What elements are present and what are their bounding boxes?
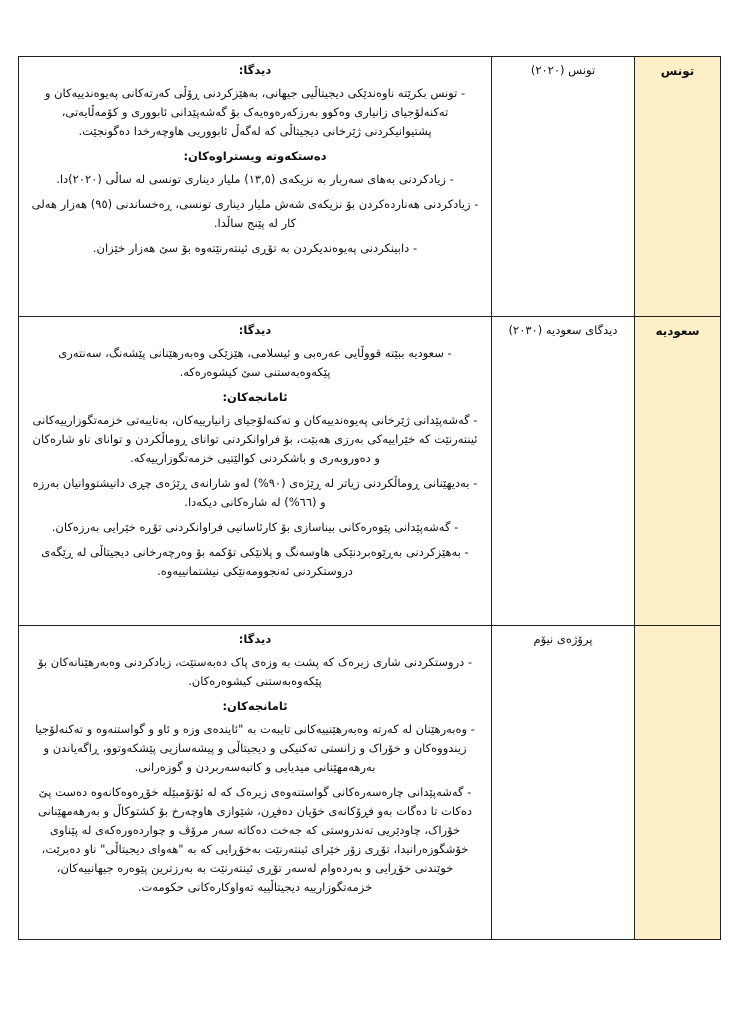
table-row [19,57,721,317]
list-item: - زیادکردنی بەهای سەربار بە نزیکەی (١٣,٥) ملیار دیناری تونسی لە ساڵی (٢٠٢٠)دا. [56,172,454,186]
list-item: - گەشەپێدانی ژێرخانی پەیوەندییەکان و تەکنەلۆجیای زانیارییەکان، بەتایبەتی خزمەتگوزارییەکانی ئینتەرنێت کە خێراییەکی بەرزی هەبێت، بۆ فراوانکردنی توانای ڕوماڵکردن و توانای ناو شارەکان و دەوروبەری و باشکردنی کوالێتیی خزمەتگوزارییەکە. [32,413,478,465]
strategy-name-cell: دیدگای سعودیە (٢٠٣٠) [492,317,635,626]
list-item: - بەهێزکردنی بەڕێوەبردنێکی هاوسەنگ و پلانێکی تۆکمە بۆ وەرچەرخانی دیجیتاڵی لە ڕێگەی دروستکردنی ئەنجوومەنێکی نیشتمانییەوە. [41,545,469,578]
strategy-name-cell: پرۆژەی نیۆم [492,626,635,940]
list-item: - سعودیە ببێتە قووڵایی عەرەبی و ئیسلامی، هێزێکی وەبەرهێنانی پێشەنگ، سەنتەری پێکەوەبەستنی سێ کیشوەرەکە. [58,346,452,379]
country-cell: تونس [635,57,721,317]
section-heading: دەستکەوتە ویستراوەکان: [183,149,327,163]
strategy-content-cell [19,57,492,317]
strategy-content-cell [19,626,492,940]
country-cell: سعودیە [635,317,721,626]
strategy-content-cell [19,317,492,626]
list-item: - تونس بکرێتە ناوەندێکی دیجیتاڵیی جیهانی، بەهێزکردنی ڕۆڵی کەرتەکانی پەیوەندییەکان و تەکنەلۆجیای زانیاری وەکوو بەرزکەرەوەیەک بۆ گەشەپێدانی ئابووری و کۆمەڵایەتی، پشتیوانیکردنی ژێرخانی دیجیتاڵی کە لەگەڵ ئابووریی هاوچەرخدا دەگونجێت. [44,86,466,138]
section-heading: دیدگا: [238,63,272,77]
section-heading: دیدگا: [238,632,272,646]
comparison-table [18,56,721,940]
list-item: - گەشەپێدانی پێوەرەکانی بیناسازی بۆ کارئاسانیی فراوانکردنی تۆڕە خێرایی بەرزەکان. [51,520,459,534]
list-item: - دابینکردنی پەیوەندیکردن بە تۆڕی ئینتەرنێتەوە بۆ سێ هەزار خێزان. [92,241,418,255]
list-item: - بەدیهێنانی ڕوماڵکردنی زیاتر لە ڕێژەی (٩٠%) لەو شارانەی ڕێژەی چڕی دانیشتووانیان بەرزە و (٦٦%) لە شارەکانی دیکەدا. [32,476,478,509]
list-item: - گەشەپێدانی چارەسەرەکانی گواستنەوەی زیرەک کە لە ئۆتۆمبێلە خۆڕەوەکانەوە دەست پێ دەکات تا دەگات بەو فڕۆکانەی خۆیان دەفڕن، شێوازی هاوچەرخ بۆ کشتوکاڵ و بەرهەمهێنانی خۆراک، چاودێریی تەندروستی کە جەخت دەکاتە سەر مرۆڤ و چواردەورەکەی لە پێناوی خۆشگوزەرانیدا، تۆڕی زۆر خێرای ئینتەرنێت بەخۆڕایی کە بە "هەوای دیجیتاڵی" ناو دەبرێت، خوێندنی خۆڕایی و بەردەوام لەسەر تۆڕی ئینتەرنێت بە بەرزترین پێوەرە جیهانییەکان، خزمەتگوزارییە دیجیتاڵییە تەواوکارەکانی حکومەت. [37,785,472,894]
section-heading: دیدگا: [238,323,272,337]
table-row [19,317,721,626]
section-heading: ئامانجەکان: [222,699,288,713]
section-heading: ئامانجەکان: [222,390,288,404]
list-item: - دروستکردنی شاری زیرەک کە پشت بە وزەی پاک دەبەستێت، زیادکردنی وەبەرهێنانەکان بۆ پێکەوەبەستنی کیشوەرەکان. [37,655,473,688]
country-cell [635,626,721,940]
list-item: - وەبەرهێنان لە کەرتە وەبەرهێنییەکانی تایبەت بە "ئایندەی وزە و ئاو و گواستنەوە و تەکنەلۆجیا زیندووەکان و خۆراک و زانستی تەکنیکی و دیجیتاڵی و پیشەسازیی پێشکەوتوو، ڕاگەیاندن و بەرهەمهێنانی میدیایی و کاتبەسەربردن و گوزەرانی. [35,722,475,774]
table-row [19,626,721,940]
list-item: - زیادکردنی هەناردەکردن بۆ نزیکەی شەش ملیار دیناری تونسی، ڕەخساندنی (٩٥) هەزار هەلی کار لە پێنج ساڵدا. [31,197,479,230]
strategy-name-cell: تونس (٢٠٢٠) [492,57,635,317]
